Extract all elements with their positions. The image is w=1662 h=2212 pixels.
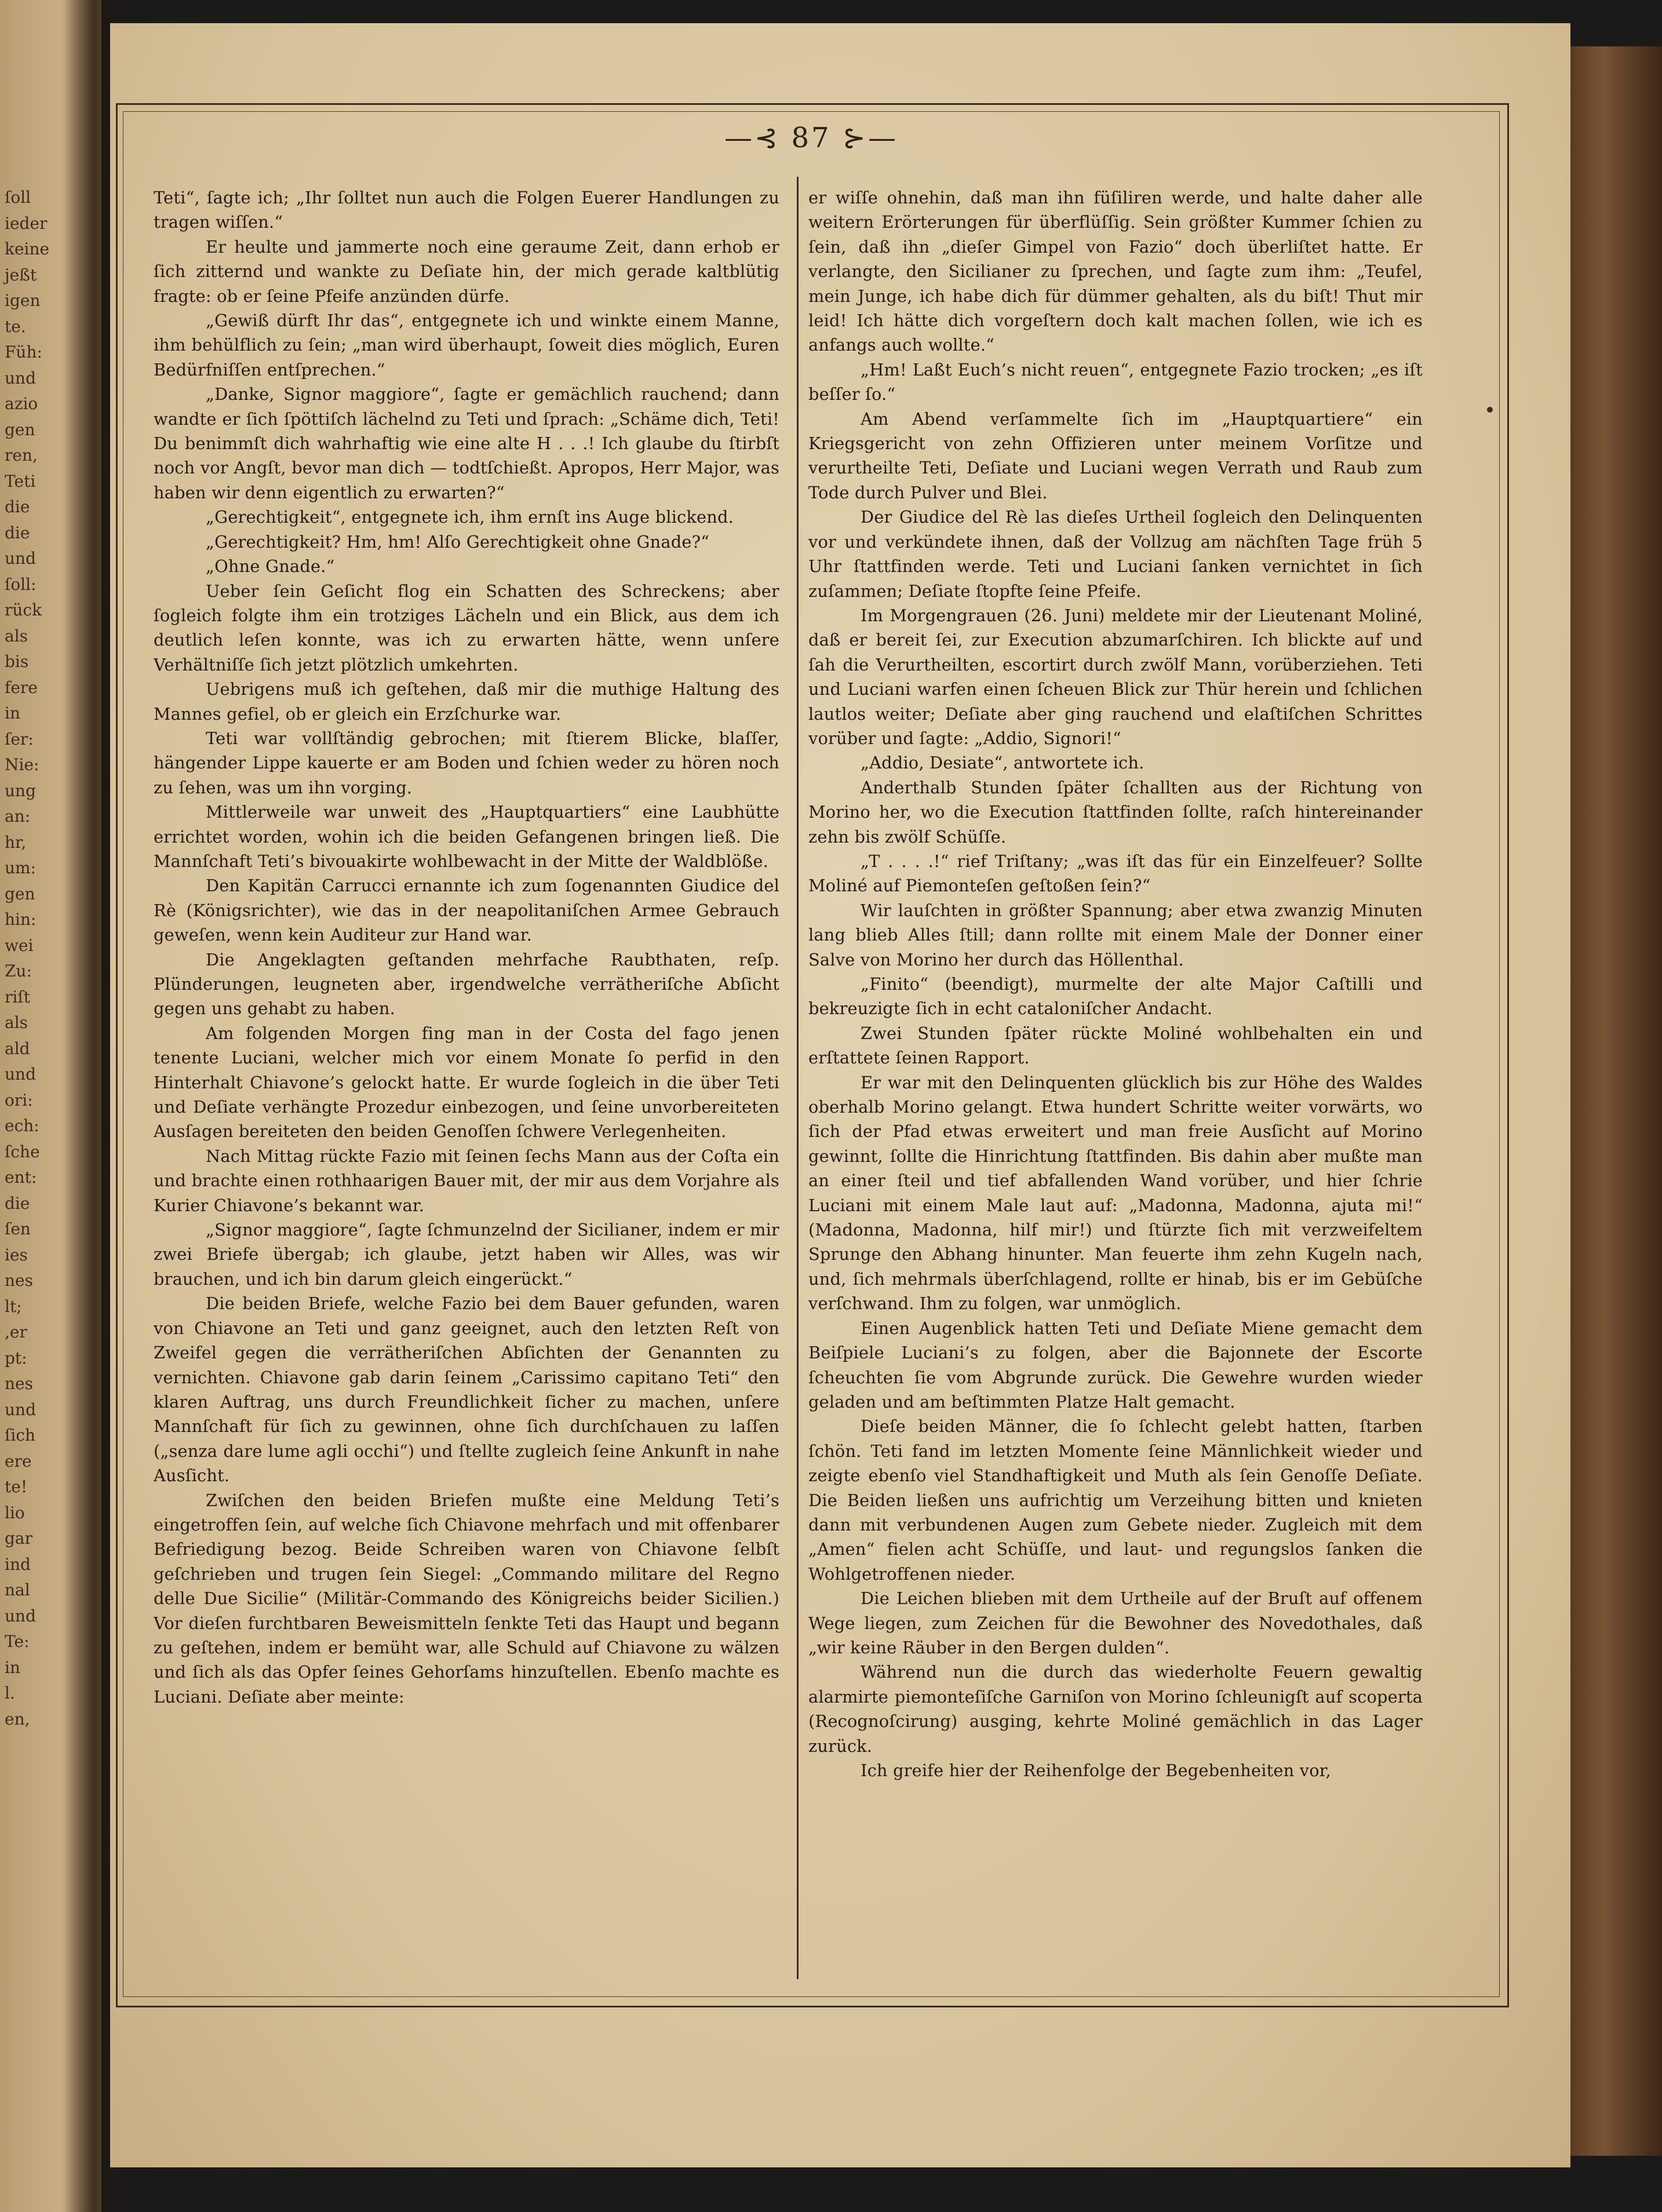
margin-fragment: in [5, 704, 20, 723]
margin-fragment: ,er [5, 1322, 27, 1342]
margin-fragment: die [5, 523, 30, 542]
paragraph: Uebrigens muß ich geſtehen, daß mir die muthige Haltung des Mannes gefiel, ob er gleich ein Erzſchurke war. [154, 679, 779, 724]
margin-fragment: Füh: [5, 342, 42, 362]
paragraph: Er war mit den Delinquenten glücklich bis zur Höhe des Waldes oberhalb Morino gelangt. Etwa hundert Schritte weiter vorwärts, wo ſich der Pfad etwas erweitert und man freie Ausſicht auf Morino gewinnt, ſollte die Hinrichtung ſtattfinden. Bis dahin aber mußte man an einer ſteil und tief abfallenden Wand vorüber, und hier ſchrie Luciani mit einem Male laut auf: „Madonna, Madonna, ajuta mi!“ (Madonna, Madonna, hilf mir!) und ſtürzte ſich mit verzweifeltem Sprunge den Abhang hinunter. Man feuerte ihm zehn Kugeln nach, und, ſich mehrmals überſchlagend, rollte er hinab, bis er im Gebüſche verſchwand. Ihm zu folgen, war unmöglich. [808, 1072, 1423, 1314]
margin-fragment: l. [5, 1683, 15, 1703]
paragraph: Er heulte und jammerte noch eine geraume Zeit, dann erhob er ſich zitternd und wankte zu Deſiate hin, der mich gerade kaltblütig fragte: ob er ſeine Pfeife anzünden dürfe. [154, 236, 779, 306]
book-cover-edge [1570, 46, 1662, 2156]
margin-fragment: die [5, 1193, 30, 1213]
paragraph: „Addio, Desiate“, antwortete ich. [861, 753, 1145, 773]
margin-fragment: ies [5, 1245, 28, 1264]
margin-fragment: ori: [5, 1090, 33, 1110]
paragraph: Am Abend verſammelte ſich im „Hauptquartiere“ ein Kriegsgericht von zehn Offizieren unter meinem Vorſitze und verurtheilte Teti, Deſiate und Luciani wegen Verrath und Raub zum Tode durch Pulver und Blei. [808, 409, 1423, 502]
margin-fragment: wei [5, 935, 34, 955]
margin-fragment: ſche [5, 1142, 40, 1161]
margin-fragment: riſt [5, 987, 30, 1007]
margin-fragment: in [5, 1657, 20, 1677]
paragraph: Zwiſchen den beiden Briefen mußte eine Meldung Teti’s eingetroffen ſein, auf welche ſich Chiavone mehrfach und mit offenbarer Befriedigung bezog. Beide Schreiben waren von Chiavone ſelbſt geſchrieben und trugen ſein Siegel: „Commando militare del Regno delle Due Sicilie“ (Militär-Commando des Königreichs beider Sicilien.) Vor dieſen furchtbaren Beweismitteln ſenkte Teti das Haupt und begann zu geſtehen, indem er bemüht war, alle Schuld auf Chiavone zu wälzen und ſich als das Opfer ſeines Gehorſams hinzuſtellen. Ebenſo machte es Luciani. Deſiate aber meinte: [154, 1490, 779, 1707]
paragraph: Anderthalb Stunden ſpäter ſchallten aus der Richtung von Morino her, wo die Execution ſtattfinden ſollte, raſch hintereinander zehn bis zwölf Schüſſe. [808, 777, 1423, 847]
margin-fragment: lio [5, 1503, 25, 1522]
paragraph: Wir lauſchten in größter Spannung; aber etwa zwanzig Minuten lang blieb Alles ſtill; dann rollte mit einem Male der Donner einer Salve von Morino her durch das Höllenthal. [808, 900, 1423, 970]
margin-fragment: ech: [5, 1116, 39, 1135]
margin-fragment: pt: [5, 1348, 27, 1368]
paragraph: Die Angeklagten geſtanden mehrfache Raubthaten, reſp. Plünderungen, leugneten aber, irgendwelche verrätheriſche Abſicht gegen uns gehabt zu haben. [154, 949, 779, 1019]
ink-spot [1487, 407, 1493, 413]
margin-fragment: hin: [5, 910, 37, 929]
margin-fragment: fere [5, 677, 38, 697]
paragraph: Die Leichen blieben mit dem Urtheile auf der Bruſt auf offenem Wege liegen, zum Zeichen für die Bewohner des Novedothales, daß „wir keine Räuber in den Bergen dulden“. [808, 1588, 1423, 1657]
paragraph: „Signor maggiore“, ſagte ſchmunzelnd der Sicilianer, indem er mir zwei Briefe übergab; ich glaube, jetzt haben wir Alles, was wir brauchen, und ich bin darum gleich eingerückt.“ [154, 1220, 779, 1289]
margin-fragment: rück [5, 600, 42, 619]
margin-fragment: ieder [5, 213, 48, 233]
left-text-column [154, 185, 779, 1994]
paragraph: Teti“, ſagte ich; „Ihr ſolltet nun auch die Folgen Euerer Handlungen zu tragen wiſſen.“ [154, 188, 779, 232]
paragraph: „Gerechtigkeit“, entgegnete ich, ihm ernſt ins Auge blickend. [206, 507, 734, 527]
margin-fragment: ſen [5, 1219, 31, 1238]
margin-fragment: um: [5, 858, 37, 877]
margin-fragment: ſoll [5, 188, 31, 207]
margin-fragment: die [5, 497, 30, 516]
margin-fragment: ind [5, 1554, 31, 1574]
paragraph: Dieſe beiden Männer, die ſo ſchlecht gelebt hatten, ſtarben ſchön. Teti fand im letzten Momente ſeine Männlichkeit wieder und zeigte ebenſo viel Standhaftigkeit und Muth als ſein Genoſſe Deſiate. Die Beiden ließen uns aufrichtig um Verzeihung bitten und knieten dann mit verbundenen Augen zum Gebete nieder. Zugleich mit dem „Amen“ fielen acht Schüſſe, und laut- und regungslos ſanken die Wohlgetroffenen nieder. [808, 1416, 1423, 1584]
margin-fragment: Te: [5, 1632, 30, 1651]
margin-fragment: und [5, 1065, 36, 1084]
paragraph: „Finito“ (beendigt), murmelte der alte Major Caſtilli und bekreuzigte ſich in echt cataloniſcher Andacht. [808, 974, 1423, 1019]
margin-fragment: Teti [5, 471, 36, 491]
paragraph: er wiſſe ohnehin, daß man ihn füſiliren werde, und halte daher alle weitern Erörterungen für überflüſſig. Sein größter Kummer ſchien zu ſein, daß ihn „dieſer Gimpel von Fazio“ doch überliſtet hatte. Er verlangte, den Sicilianer zu ſprechen, und ſagte zum ihm: „Teufel, mein Junge, ich habe dich für dümmer gehalten, als du biſt! Thut mir leid! Ich hätte dich vorgeſtern doch kalt machen ſollen, wie ich es anfangs auch wollte.“ [808, 188, 1423, 355]
paragraph: Der Giudice del Rè las dieſes Urtheil ſogleich den Delinquenten vor und verkündete ihnen, daß der Vollzug am nächſten Tage früh 5 Uhr ſtattfinden werde. Teti und Luciani ſanken vernichtet in ſich zuſammen; Deſiate ſtopfte ſeine Pfeife. [808, 507, 1423, 601]
margin-fragment: bis [5, 652, 29, 671]
margin-fragment: ere [5, 1451, 32, 1471]
paragraph: Am folgenden Morgen fing man in der Costa del fago jenen tenente Luciani, welcher mich vor einem Monate ſo perfid in den Hinterhalt Chiavone’s gelockt hatte. Er wurde ſogleich in die über Teti und Deſiate verhängte Prozedur einbezogen, und ſeine unvorbereiteten Ausſagen bereiteten den beiden Genoſſen ſchwere Verlegenheiten. [154, 1023, 779, 1142]
paragraph: Während nun die durch das wiederholte Feuern gewaltig alarmirte piemonteſiſche Garniſon von Morino ſchleunigſt auf scoperta (Recognoſcirung) ausging, kehrte Moliné gemächlich in das Lager zurück. [808, 1662, 1423, 1756]
page-number: —⊰ 87 ⊱— [724, 122, 899, 154]
paragraph: „Hm! Laßt Euch’s nicht reuen“, entgegnete Fazio trocken; „es iſt beſſer ſo.“ [808, 359, 1423, 404]
margin-fragment: und [5, 549, 36, 568]
paragraph: Teti war vollſtändig gebrochen; mit ſtierem Blicke, blaſſer, hängender Lippe kauerte er am Boden und ſchien weder zu hören noch zu ſehen, was um ihn vorging. [154, 728, 779, 797]
margin-fragment: ald [5, 1038, 30, 1058]
margin-fragment: ſer: [5, 729, 34, 749]
margin-fragment: nes [5, 1271, 33, 1290]
margin-fragment: hr, [5, 832, 27, 852]
margin-fragment: nal [5, 1580, 30, 1599]
paragraph: Ich greife hier der Reihenfolge der Begebenheiten vor, [861, 1761, 1331, 1780]
margin-fragment: ſich [5, 1426, 36, 1445]
margin-fragment: ung [5, 781, 36, 800]
margin-fragment: ren, [5, 446, 38, 465]
margin-fragment: gar [5, 1529, 33, 1548]
margin-fragment: ſoll: [5, 574, 37, 594]
margin-fragment: Zu: [5, 961, 32, 981]
column-divider [797, 177, 799, 1979]
margin-fragment: nes [5, 1374, 33, 1393]
paragraph: „T . . . .!“ rief Triſtany; „was iſt das für ein Einzelfeuer? Sollte Moliné auf Piemonteſen geſtoßen ſein?“ [808, 851, 1423, 896]
margin-fragment: als [5, 626, 28, 646]
margin-fragment: te. [5, 316, 26, 336]
margin-fragment: azio [5, 394, 38, 413]
margin-fragment: und [5, 1606, 36, 1626]
margin-fragment: Nie: [5, 755, 39, 774]
margin-fragment: und [5, 1400, 36, 1419]
margin-fragment: und [5, 368, 36, 388]
paragraph: Ueber ſein Geſicht flog ein Schatten des Schreckens; aber ſogleich folgte ihm ein trotziges Lächeln und ein Blick, aus dem ich deutlich leſen konnte, was ich zu erwarten hätte, wenn unſere Verhältniſſe ſich jetzt plötzlich umkehrten. [154, 581, 779, 675]
margin-fragment: igen [5, 291, 41, 310]
margin-fragment: en, [5, 1709, 30, 1729]
paragraph: Den Kapitän Carrucci ernannte ich zum ſogenannten Giudice del Rè (Königsrichter), wie das in der neapolitaniſchen Armee Gebrauch geweſen, wenn kein Auditeur zur Hand war. [154, 876, 779, 945]
paragraph: Mittlerweile war unweit des „Hauptquartiers“ eine Laubhütte errichtet worden, wohin ich die beiden Gefangenen bringen ließ. Die Mannſchaft Teti’s bivouakirte wohlbewacht in der Mitte der Waldblöße. [154, 802, 779, 871]
margin-fragment: ent: [5, 1168, 37, 1187]
paragraph: „Ohne Gnade.“ [206, 556, 335, 577]
margin-fragment: te! [5, 1477, 28, 1496]
margin-fragment: gen [5, 884, 35, 903]
margin-fragment: gen [5, 420, 35, 439]
paragraph: „Danke, Signor maggiore“, ſagte er gemächlich rauchend; dann wandte er ſich ſpöttiſch lächelnd zu Teti und ſprach: „Schäme dich, Teti! Du benimmſt dich wahrhaftig wie eine alte H . . .! Ich glaube du ſtirbſt noch vor Angſt, bevor man dich — todtſchießt. Apropos, Herr Major, was haben wir denn eigentlich zu erwarten?“ [154, 384, 779, 502]
margin-fragment: als [5, 1013, 28, 1032]
paragraph: Im Morgengrauen (26. Juni) meldete mir der Lieutenant Moliné, daß er bereit ſei, zur Execution abzumarſchiren. Ich blickte auf und ſah die Verurtheilten, escortirt durch zwölf Mann, vorüberziehen. Teti und Luciani warfen einen ſcheuen Blick zur Thür herein und ſchlichen lautlos weiter; Deſiate aber ging rauchend und elaſtiſchen Schrittes vorüber und ſagte: „Addio, Signori!“ [808, 605, 1423, 748]
right-text-column [808, 185, 1423, 1994]
paragraph: Die beiden Briefe, welche Fazio bei dem Bauer gefunden, waren von Chiavone an Teti und ganz geeignet, auch den letzten Reſt von Zweifel gegen die verrätheriſchen Abſichten der Genannten zu vernichten. Chiavone gab darin ſeinem „Carissimo capitano Teti“ den klaren Auftrag, uns durch Freundlichkeit ſicher zu machen, unſere Mannſchaft für ſich zu gewinnen, ohne ſich durchſchauen zu laſſen („senza dare lume agli occhi“) und ſtellte zugleich ſeine Ankunft in nahe Ausſicht. [154, 1293, 779, 1486]
paragraph: Einen Augenblick hatten Teti und Deſiate Miene gemacht dem Beiſpiele Luciani’s zu folgen, aber die Bajonnete der Escorte ſcheuchten ſie vom Abgrunde zurück. Die Gewehre wurden wieder geladen und am beſtimmten Platze Halt gemacht. [808, 1318, 1423, 1412]
margin-fragment: an: [5, 807, 31, 826]
paragraph: „Gewiß dürft Ihr das“, entgegnete ich und winkte einem Manne, ihm behülflich zu ſein; „man wird überhaupt, ſoweit dies möglich, Euren Bedürfniſſen entſprechen.“ [154, 311, 779, 380]
paragraph: Nach Mittag rückte Fazio mit ſeinen ſechs Mann aus der Coſta ein und brachte einen rothhaarigen Bauer mit, der mir aus dem Vorjahre als Kurier Chiavone’s bekannt war. [154, 1146, 779, 1215]
margin-fragment: jeßt [5, 265, 37, 285]
paragraph: Zwei Stunden ſpäter rückte Moliné wohlbehalten ein und erſtattete ſeinen Rapport. [808, 1023, 1423, 1068]
margin-fragment: keine [5, 239, 50, 258]
paragraph: „Gerechtigkeit? Hm, hm! Alſo Gerechtigkeit ohne Gnade?“ [206, 531, 710, 552]
margin-fragment: lt; [5, 1296, 22, 1316]
